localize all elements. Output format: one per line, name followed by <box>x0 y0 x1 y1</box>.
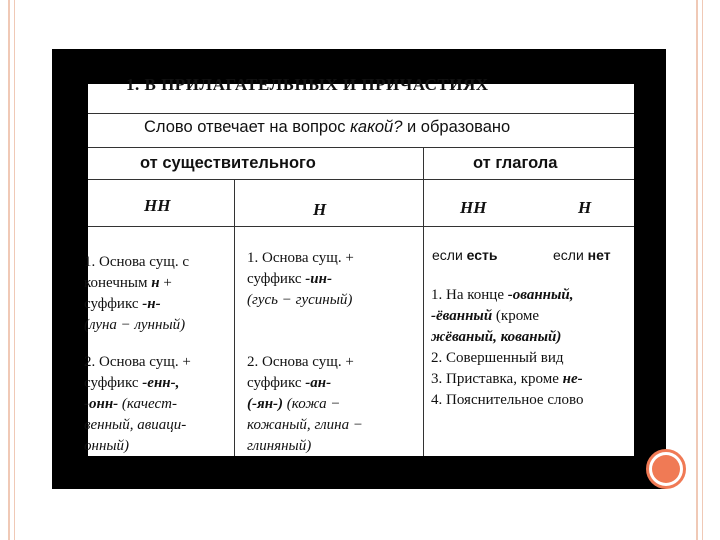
col3-item1-examples: жёваный, кованый) <box>431 329 562 345</box>
col3-item1-line2 <box>431 308 539 325</box>
col3-item3-bold: не- <box>562 371 583 387</box>
col1-rule2-line2 <box>84 375 179 392</box>
col1-rule2-example-end: онный) <box>84 438 130 454</box>
col3-item1-prefix: 1. На конце <box>431 287 508 303</box>
frame-line-right-inner <box>702 0 703 540</box>
col3-item1-suffix1: -ованный, <box>507 287 574 303</box>
source-noun: от существительного <box>140 154 316 172</box>
col2-rule1-line2 <box>247 271 332 288</box>
col3-item1-suffix2: -ёванный <box>431 308 493 324</box>
frame-line-left-outer <box>8 0 10 540</box>
letter-noun-n: Н <box>313 200 327 219</box>
col1-rule2-suffix-alt: -онн- <box>84 396 122 412</box>
col2-rule2-example-start: (кожа − <box>286 396 341 412</box>
col3-item1-line1 <box>431 287 573 304</box>
col1-rule1-suffix: -н- <box>142 296 161 312</box>
col3-if-yes-prefix: если <box>432 247 467 263</box>
col1-rule2-example-mid: венный, <box>84 417 138 433</box>
col2-rule1-line1: 1. Основа сущ. + <box>247 250 354 266</box>
col1-rule1-example: (луна − лунный) <box>84 317 186 333</box>
col2-rule2-line4 <box>247 417 363 434</box>
col1-rule1-line2-text: конечным <box>84 275 152 291</box>
letter-verb-n: Н <box>578 198 592 217</box>
col3-item4: 4. Пояснительное слово <box>431 392 584 408</box>
col3-if-yes-word: есть <box>466 247 498 263</box>
row-divider-1 <box>88 113 634 114</box>
question-after: и образовано <box>402 118 511 136</box>
col2-rule2-line2 <box>247 375 331 392</box>
row-divider-4 <box>88 226 634 227</box>
table-heading: 1. В ПРИЛАГАТЕЛЬНЫХ И ПРИЧАСТИЯХ <box>126 75 489 94</box>
col2-rule1-example: (гусь − гусиный) <box>247 292 353 308</box>
col3-item3 <box>431 371 583 388</box>
col1-rule1-bold-n: н <box>151 275 160 291</box>
frame-line-right-outer <box>696 0 698 540</box>
col3-item2: 2. Совершенный вид <box>431 350 564 366</box>
col1-rule2-line1: 2. Основа сущ. + <box>84 354 191 370</box>
col2-rule1-suffix: -ин- <box>305 271 332 287</box>
col2-rule2-line1: 2. Основа сущ. + <box>247 354 354 370</box>
question-line <box>144 119 510 136</box>
row-divider-2 <box>88 147 634 148</box>
col3-if-no <box>553 247 611 264</box>
col1-rule2-line4 <box>84 417 186 434</box>
col2-rule2-suffix-alt: (-ян-) <box>247 396 287 412</box>
col1-rule1-line3 <box>84 296 161 313</box>
row-divider-3 <box>88 179 634 180</box>
col1-rule2-line3 <box>84 396 177 413</box>
col2-rule2-example-end: глиняный) <box>247 438 312 454</box>
col1-rule1-line1: 1. Основа сущ. с <box>84 254 189 270</box>
col1-rule2-example-word: авиаци- <box>137 417 187 433</box>
corner-circle-fill <box>652 455 680 483</box>
col3-if-yes <box>432 247 498 264</box>
col2-rule2-example-mid: кожаный, <box>247 417 315 433</box>
col3-item3-prefix: 3. Приставка, кроме <box>431 371 563 387</box>
column-divider-main <box>423 147 424 456</box>
col1-rule2-suffix: -енн-, <box>142 375 180 391</box>
col2-rule2-suffix: -ан- <box>305 375 332 391</box>
frame-line-left-inner <box>14 0 15 540</box>
column-divider-noun <box>234 179 235 456</box>
col2-rule2-example-word: глина − <box>314 417 363 433</box>
col1-rule1-plus: + <box>159 275 172 291</box>
letter-noun-nn: НН <box>144 196 171 215</box>
col2-rule2-line2-text: суффикс <box>247 375 306 391</box>
question-before: Слово отвечает на вопрос <box>144 118 351 136</box>
letter-verb-nn: НН <box>460 198 487 217</box>
col3-if-no-word: нет <box>587 247 611 263</box>
col1-rule1-line2 <box>84 275 172 292</box>
col2-rule2-line3 <box>247 396 341 413</box>
question-emphasis: какой? <box>350 118 403 136</box>
col2-rule1-line2-text: суффикс <box>247 271 306 287</box>
col3-if-no-prefix: если <box>553 247 588 263</box>
col1-rule2-line2-text: суффикс <box>84 375 143 391</box>
col3-item1-rest: (кроме <box>492 308 540 324</box>
rule-table <box>84 75 634 456</box>
col1-rule2-example-start: (качест- <box>121 396 177 412</box>
col1-rule1-line3-text: суффикс <box>84 296 143 312</box>
source-verb: от глагола <box>473 154 558 172</box>
